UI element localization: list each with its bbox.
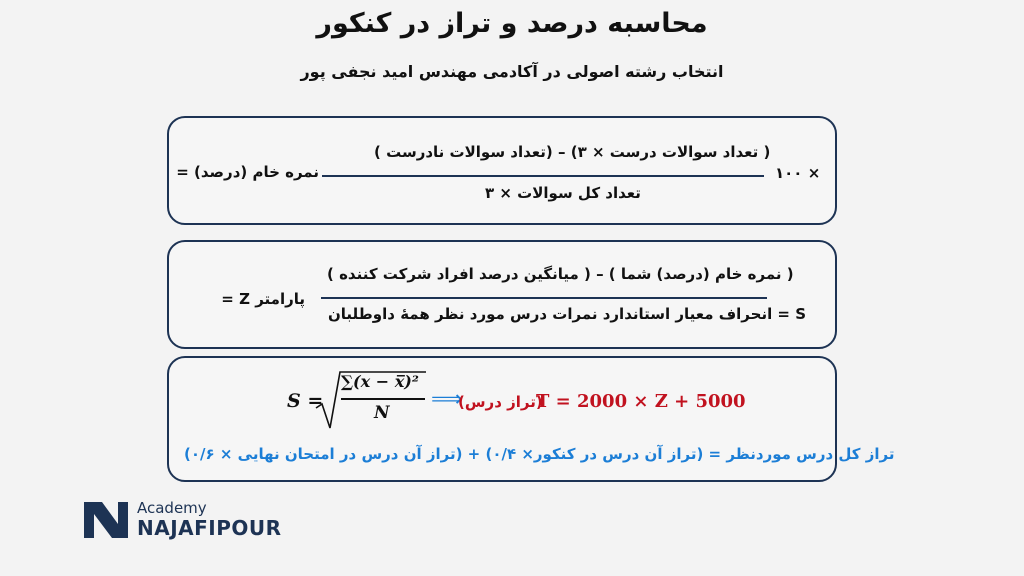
raw-score-multiplier: × ۱۰۰ — [775, 164, 821, 182]
implies-arrow: ⟹ — [431, 387, 463, 412]
raw-score-fraction-bar — [322, 175, 764, 177]
z-parameter-label: پارامتر Z = — [221, 290, 305, 308]
z-parameter-formula-box — [167, 240, 837, 349]
page-subtitle: انتخاب رشته اصولی در آکادمی مهندس امید نجفی پور — [300, 62, 724, 81]
sqrt-numerator: ∑(x − x̅)² — [341, 372, 419, 391]
t-label: (تراز درس) — [458, 393, 543, 411]
weighted-score-formula: تراز کل درس موردنظر = (تراز آن درس در کنکور× ۰/۴) + (تراز آن درس در امتحان نهایی × ۰/۶) — [184, 445, 895, 463]
najafipour-logo-icon — [82, 498, 130, 540]
sqrt-fraction-bar — [341, 398, 425, 400]
z-parameter-denominator: S = انحراف معیار استاندارد نمرات درس مورد نظر همهٔ داوطلبان — [328, 305, 807, 323]
raw-score-label: نمره خام (درصد) = — [176, 163, 319, 181]
z-parameter-numerator: ( نمره خام (درصد) شما ) – ( میانگین درصد افراد شرکت کننده ) — [327, 265, 794, 283]
raw-score-denominator: تعداد کل سوالات × ۳ — [485, 184, 641, 202]
raw-score-numerator: ( تعداد سوالات درست × ۳) – (تعداد سوالات نادرست ) — [374, 143, 771, 161]
sqrt-denominator: N — [374, 403, 390, 423]
logo-academy-text: Academy — [137, 499, 207, 517]
standard-score-formula-box — [167, 356, 895, 482]
page-title: محاسبه درصد و تراز در کنکور — [316, 8, 708, 39]
raw-score-formula-box — [167, 116, 837, 225]
s-label: S = — [287, 390, 324, 412]
z-parameter-fraction-bar — [321, 297, 767, 299]
logo-brand-name: NAJAFIPOUR — [137, 516, 282, 540]
t-formula: T = 2000 × Z + 5000 — [536, 391, 746, 412]
